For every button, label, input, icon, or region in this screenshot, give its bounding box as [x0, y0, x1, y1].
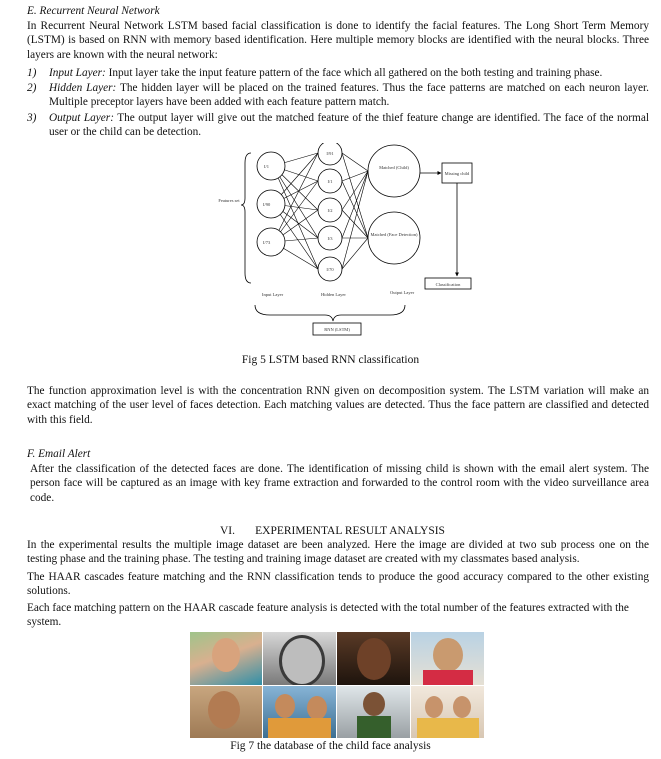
- hidden-node-label: I/3: [327, 236, 333, 241]
- fig5-followup-paragraph: The function approximation level is with the concentration RNN given on decomposition system. The LSTM variation will make an exact matching of the user level of faces detection. Each matching values are detected. Thus the face pattern are classified and detected with this field.: [27, 385, 649, 426]
- input-layer-label: Input Layer: [262, 292, 284, 297]
- output-node-child: [368, 145, 420, 197]
- hidden-node-label: I/2: [327, 208, 333, 213]
- output-nodes: [368, 145, 420, 264]
- input-node: [257, 190, 285, 218]
- output-node-label: Matched (Face Detection): [370, 232, 418, 237]
- input-node-label: I/1: [264, 164, 269, 169]
- section-vi-paragraph-1: In the experimental results the multiple image dataset are been analyzed. Here the image are divided at two sub process one on the testing phase and the training phase. The testing and training image dataset are created with my classmates based analysis.: [27, 539, 649, 566]
- figure7-caption: Fig 7 the database of the child face analysis: [230, 740, 431, 752]
- child-photo: [190, 686, 262, 738]
- hidden-node-label: I/1: [327, 179, 333, 184]
- list-text: The output layer will give out the matched feature of the thief feature change are identified. The face of the normal user or the child can be detection.: [49, 112, 649, 139]
- child-photo: [337, 632, 410, 685]
- list-title: Output Layer:: [49, 112, 114, 124]
- input-node: [257, 152, 285, 180]
- list-title: Input Layer:: [49, 67, 106, 79]
- child-photo: [263, 686, 336, 738]
- classification-label: Classification: [435, 282, 461, 287]
- features-brace: [241, 153, 251, 283]
- child-photo: [337, 686, 410, 738]
- input-nodes: [257, 152, 285, 256]
- child-photo: [411, 686, 484, 738]
- section-e-heading: E. Recurrent Neural Network: [27, 5, 160, 17]
- output-node-label: Matched (Child): [379, 165, 409, 170]
- child-photo: [190, 632, 262, 685]
- hidden-nodes: [318, 143, 342, 281]
- child-photo: [411, 632, 484, 685]
- missing-child-label: Missing child: [444, 171, 470, 176]
- input-node-label: I/90: [263, 202, 271, 207]
- list-number: 1): [27, 67, 37, 79]
- hidden-node-label: I/91: [326, 151, 334, 156]
- section-vi-paragraph-3: Each face matching pattern on the HAAR cascade feature analysis is detected with the total number of the features extracted with the system.: [27, 602, 629, 629]
- hidden-layer-label: Hidden Layer: [321, 292, 346, 297]
- rnn-brace: [255, 305, 405, 321]
- output-layer-label: Output Layer: [390, 290, 415, 295]
- output-node-face: [368, 212, 420, 264]
- list-text: The hidden layer will be placed on the trained features. Thus the face patterns are matched on each neuron layer. Multiple preceptor layers have been added with each feature pattern match.: [49, 82, 649, 109]
- hidden-node-label: I/70: [326, 267, 334, 272]
- features-label: Features set: [218, 198, 240, 203]
- input-node-label: I/73: [263, 240, 271, 245]
- list-text: Input layer take the input feature pattern of the face which all gathered on the both testing and training phase.: [105, 67, 603, 79]
- list-title: Hidden Layer:: [49, 82, 117, 94]
- list-number: 2): [27, 82, 37, 94]
- section-f-paragraph: After the classification of the detected faces are done. The identification of missing child is shown with the email alert system. The person face will be captured as an image with key frame extraction and forwarded to the control room with the video surveillance area code.: [30, 463, 649, 504]
- figure5-caption: Fig 5 LSTM based RNN classification: [241, 354, 420, 366]
- rnn-label: RNN (LSTM): [324, 327, 350, 332]
- section-e-paragraph: In Recurrent Neural Network LSTM based facial classification is done to identify the facial features. The Long Short Term Memory (LSTM) is based on RNN with memory based identification. Here multiple memory blocks are identified with the neural blocks. Three layers are known with the neural network:: [27, 20, 649, 61]
- section-vi-paragraph-2: The HAAR cascades feature matching and the RNN classification tends to produce the good accuracy compared to the other existing solutions.: [27, 571, 649, 598]
- section-vi-heading: VI. EXPERIMENTAL RESULT ANALYSIS: [220, 525, 445, 537]
- input-node: [257, 228, 285, 256]
- hidden-output-connections: [342, 153, 368, 269]
- lstm-rnn-diagram: [215, 143, 485, 343]
- section-f-heading: F. Email Alert: [27, 448, 91, 460]
- child-photo: [263, 632, 336, 685]
- child-face-photo-grid: [190, 632, 484, 738]
- list-number: 3): [27, 112, 37, 124]
